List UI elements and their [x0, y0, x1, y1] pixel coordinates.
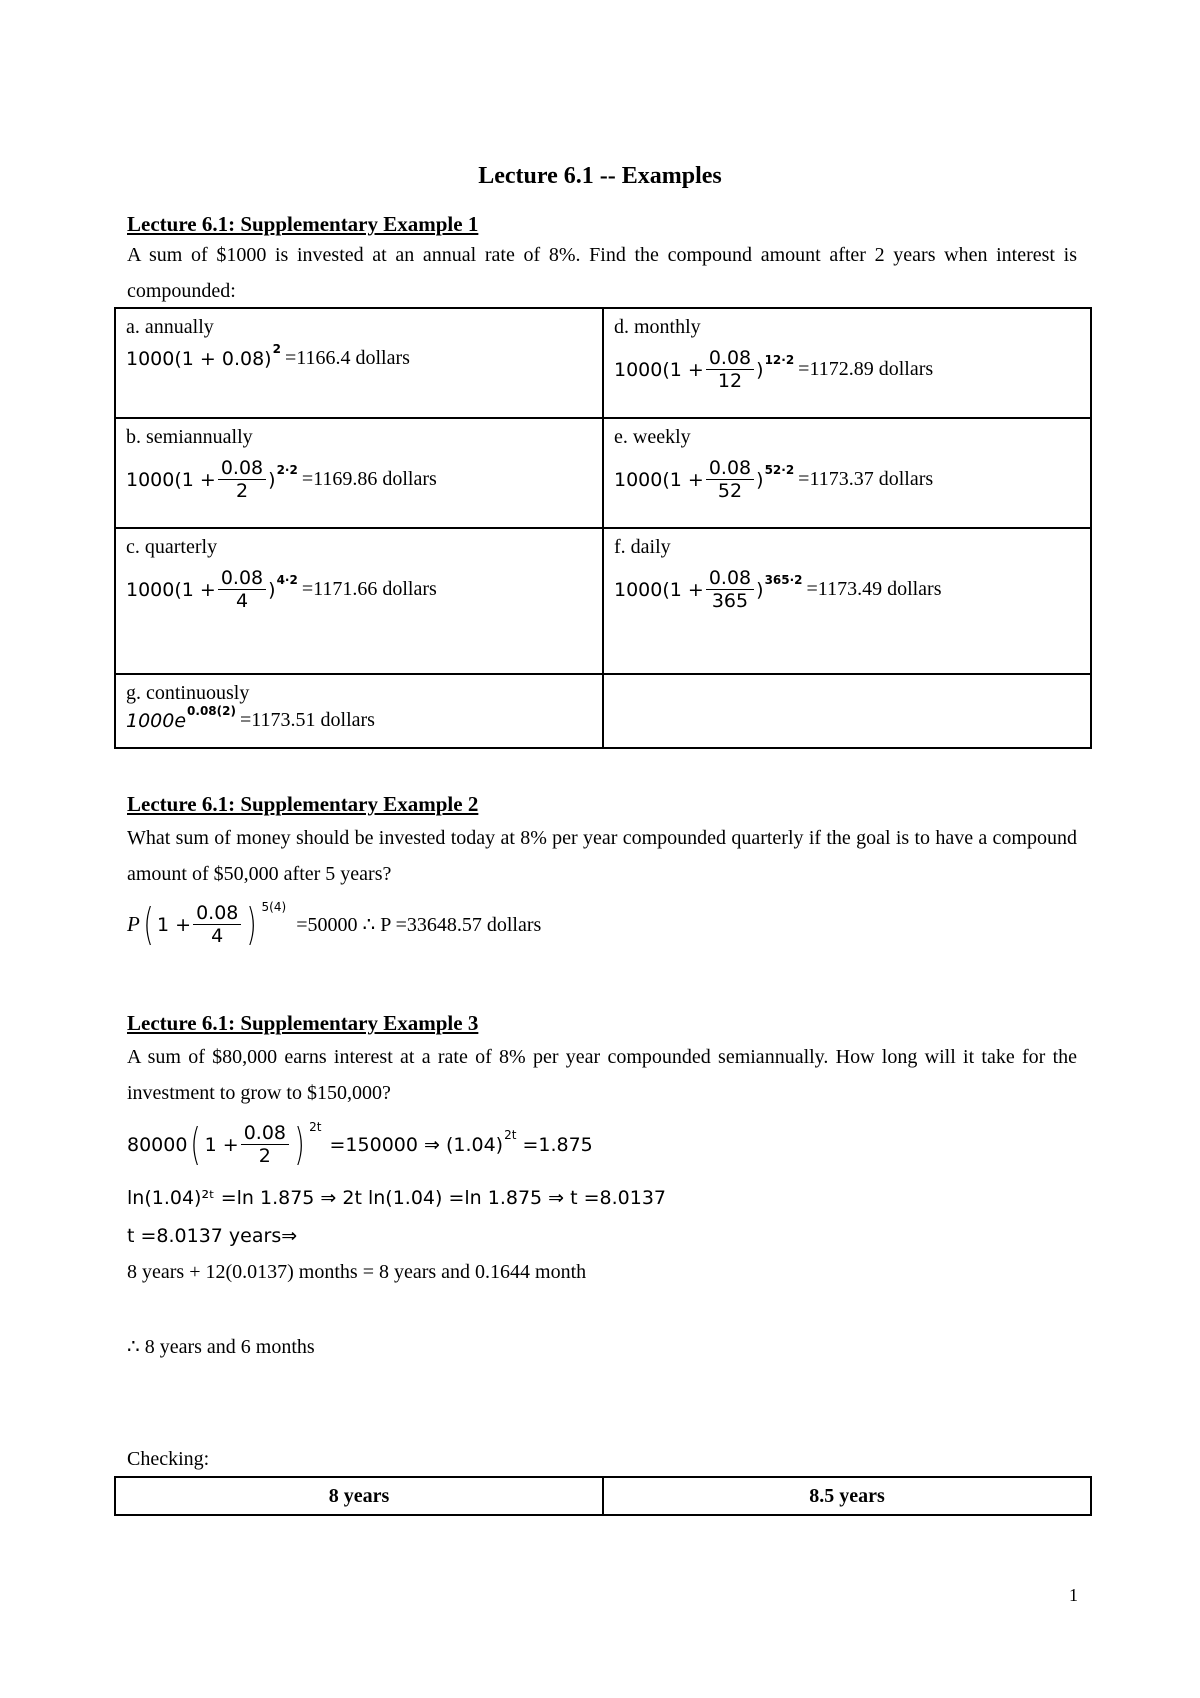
case-continuously [115, 674, 603, 748]
example1-text: A sum of $1000 is invested at an annual rate of 8%. Find the compound amount after 2 years when interest is compounded: [127, 244, 1077, 302]
case-annually [115, 308, 603, 418]
check-col-8-5-years: 8.5 years [603, 1477, 1091, 1515]
example1-heading: Lecture 6.1: Supplementary Example 1 [127, 212, 479, 236]
case-formula: 1000(1 + $\frac{0.08}{52}$ ) $^{52\cdot 2}$ =1173.37 dollars [614, 457, 934, 502]
case-label: a. annually [126, 316, 214, 338]
checking-label: Checking: [127, 1448, 210, 1470]
empty-cell [603, 674, 1091, 748]
case-label: c. quarterly [126, 536, 218, 558]
example3-text: A sum of $80,000 earns interest at a rate of 8% per year compounded semiannually. How long will it take for the investment to grow to $150,000? [127, 1046, 1077, 1104]
case-label: b. semiannually [126, 426, 253, 448]
page-title: Lecture 6.1 -- Examples [478, 163, 722, 189]
case-formula: 1000(1 + $\frac{0.08}{4}$ ) $^{4\cdot 2}$ =1171.66 dollars [126, 567, 437, 612]
case-label: f. daily [614, 536, 671, 558]
case-formula: 1000(1 + 0.08) $^2$ =1166.4 dollars [126, 341, 410, 370]
case-label: g. continuously [126, 682, 250, 704]
case-formula: 1000(1 + $\frac{0.08}{2}$ ) $^{2\cdot 2}$ =1169.86 dollars [126, 457, 437, 502]
example3-line1: 80000 ( 1 + $\frac{0.08}{2}$ ) $^{2t}$ =150000 ⇒ (1.04) $^{2t}$ =1.875 [127, 1118, 593, 1170]
example2-formula: P ( 1 + $\frac{0.08}{4}$ ) $^{5(4)}$ =50000 ∴ P =33648.57 dollars [127, 898, 542, 950]
case-label: e. weekly [614, 426, 691, 448]
example3-line2: ln(1.04)²ᵗ =ln 1.875 ⇒ 2t ln(1.04) =ln 1.875 ⇒ t =8.0137 [127, 1187, 667, 1209]
example2-text: What sum of money should be invested today at 8% per year compounded quarterly if the goal is to have a compound amount of $50,000 after 5 years? [127, 827, 1077, 885]
page-number: 1 [1069, 1585, 1078, 1605]
case-formula: 1000(1 + $\frac{0.08}{365}$ ) $^{365\cdot 2}$ =1173.49 dollars [614, 567, 942, 612]
example3-heading: Lecture 6.1: Supplementary Example 3 [127, 1011, 479, 1035]
check-col-8-years: 8 years [115, 1477, 603, 1515]
checking-table [114, 1476, 1092, 1516]
case-formula: 1000e $^{0.08(2)}$ =1173.51 dollars [126, 703, 375, 732]
case-formula: 1000(1 + $\frac{0.08}{12}$ ) $^{12\cdot 2}$ =1172.89 dollars [614, 347, 934, 392]
case-weekly [603, 418, 1091, 528]
case-monthly [603, 308, 1091, 418]
example3-conclusion: ∴ 8 years and 6 months [127, 1336, 315, 1358]
example3-line4: 8 years + 12(0.0137) months = 8 years and 0.1644 month [127, 1261, 587, 1283]
example1-table [114, 307, 1092, 749]
case-semiannually [115, 418, 603, 528]
example2-heading: Lecture 6.1: Supplementary Example 2 [127, 792, 479, 816]
case-daily [603, 528, 1091, 674]
case-quarterly [115, 528, 603, 674]
example3-line3: t =8.0137 years⇒ [127, 1225, 298, 1247]
case-label: d. monthly [614, 316, 701, 338]
